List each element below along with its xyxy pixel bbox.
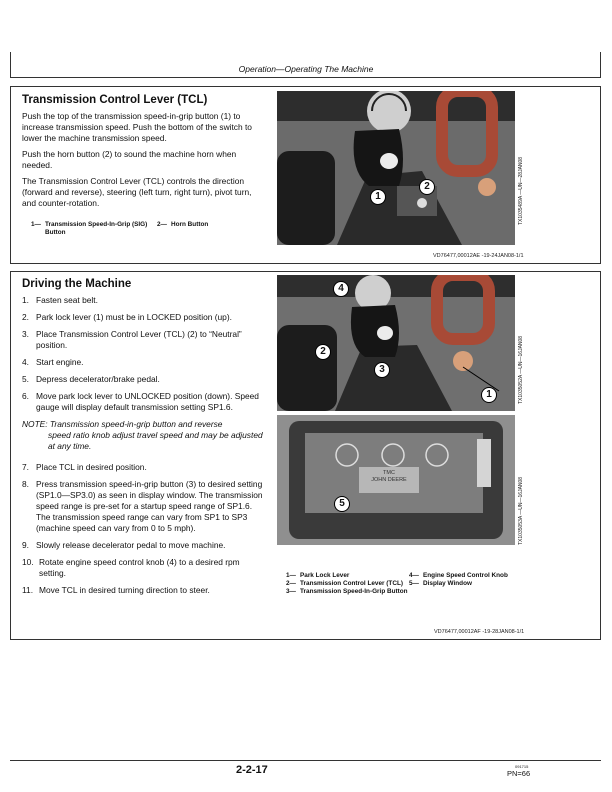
legend-item: 5— Display Window bbox=[409, 580, 472, 587]
footer-code: 091715 bbox=[515, 764, 529, 769]
callout-5: 5 bbox=[334, 496, 350, 512]
list-item: 11. Move TCL in desired turning direction to steer. bbox=[22, 585, 210, 595]
section-title: Driving the Machine bbox=[22, 278, 132, 290]
image-id: TX1035053A —UN—16JAN08 bbox=[518, 476, 524, 545]
legend-item: 1— Park Lock Lever bbox=[286, 572, 350, 579]
legend-item: 1— Transmission Speed-In-Grip (SIG) Button bbox=[31, 221, 148, 236]
steps-list bbox=[22, 295, 267, 413]
callout-2: 2 bbox=[419, 179, 435, 195]
list-item: 10. Rotate engine speed control knob (4) to a desired rpm setting. bbox=[22, 557, 240, 578]
paragraph: The Transmission Control Lever (TCL) controls the direction (forward and reverse), steering (left turn, right turn), pivot turn, and counter-rotation. bbox=[22, 176, 252, 208]
page-number: 2-2-17 bbox=[236, 764, 268, 776]
list-item: 5. Depress decelerator/brake pedal. bbox=[22, 374, 160, 384]
callout-1: 1 bbox=[481, 387, 497, 403]
section-driving-the-machine bbox=[10, 271, 601, 640]
list-item: 2. Park lock lever (1) must be in LOCKED position (up). bbox=[22, 312, 232, 322]
callout-3: 3 bbox=[374, 362, 390, 378]
list-item: 4. Start engine. bbox=[22, 357, 84, 367]
footer-rule bbox=[10, 760, 601, 761]
display-window-text: TMC JOHN DEERE bbox=[371, 470, 407, 483]
legend-item: 2— Transmission Control Lever (TCL) bbox=[286, 580, 403, 587]
list-item: 7. Place TCL in desired position. bbox=[22, 462, 147, 472]
tcl-photo bbox=[277, 91, 515, 245]
display-panel-photo bbox=[277, 415, 515, 545]
list-item: 6. Move park lock lever to UNLOCKED position (down). Speed gauge will display default transmission setting SP1.6. bbox=[22, 391, 259, 412]
legend-item: 3— Transmission Speed-In-Grip Button bbox=[286, 588, 408, 595]
legend-item: 4— Engine Speed Control Knob bbox=[409, 572, 508, 579]
callout-4: 4 bbox=[333, 281, 349, 297]
section-title: Transmission Control Lever (TCL) bbox=[22, 94, 208, 106]
reference-code: VD76477,00012AF -19-28JAN08-1/1 bbox=[434, 629, 525, 635]
list-item: 9. Slowly release decelerator pedal to move machine. bbox=[22, 540, 226, 550]
paragraph: Push the top of the transmission speed-in-grip button (1) to increase transmission speed. Push the bottom of the switch to lower the machine transmission speed. bbox=[22, 111, 252, 143]
steps-list bbox=[22, 462, 267, 596]
section-body bbox=[22, 111, 267, 214]
section-body bbox=[22, 295, 267, 602]
list-item: 8. Press transmission speed-in-grip button (3) to desired setting (SP1.0—SP3.0) as seen in display window. The transmission speed range is pre-set for a startup speed range of SP1.6. The transmission speed range can vary from SP1 to SP3 (machine speed can vary from 0 to 5 mph). bbox=[22, 479, 263, 533]
reference-code: VD76477,00012AE -19-24JAN08-1/1 bbox=[433, 253, 524, 259]
tcl-photo-illustration bbox=[277, 91, 515, 245]
section-transmission-control-lever bbox=[10, 86, 601, 264]
paragraph: Push the horn button (2) to sound the machine horn when needed. bbox=[22, 149, 237, 170]
pn-number: PN=66 bbox=[507, 769, 531, 778]
driving-controls-illustration bbox=[277, 275, 515, 411]
legend-item: 2— Horn Button bbox=[157, 221, 209, 228]
callout-1: 1 bbox=[370, 189, 386, 205]
note: NOTE: Transmission speed-in-grip button and reverse speed ratio knob adjust travel speed and may be adjusted at any time. bbox=[22, 419, 263, 451]
running-title: Operation—Operating The Machine bbox=[238, 64, 374, 74]
image-id: TX1035489A —UN—28JAN08 bbox=[518, 156, 524, 225]
figure-legend bbox=[31, 221, 261, 237]
driving-controls-photo bbox=[277, 275, 515, 411]
list-item: 3. Place Transmission Control Lever (TCL) (2) to “Neutral” position. bbox=[22, 329, 242, 350]
figure-legend-right bbox=[409, 572, 539, 588]
callout-2: 2 bbox=[315, 344, 331, 360]
figure-legend-left bbox=[286, 572, 411, 596]
list-item: 1. Fasten seat belt. bbox=[22, 295, 98, 305]
image-id: TX1035052A —UN—16JAN08 bbox=[518, 335, 524, 404]
